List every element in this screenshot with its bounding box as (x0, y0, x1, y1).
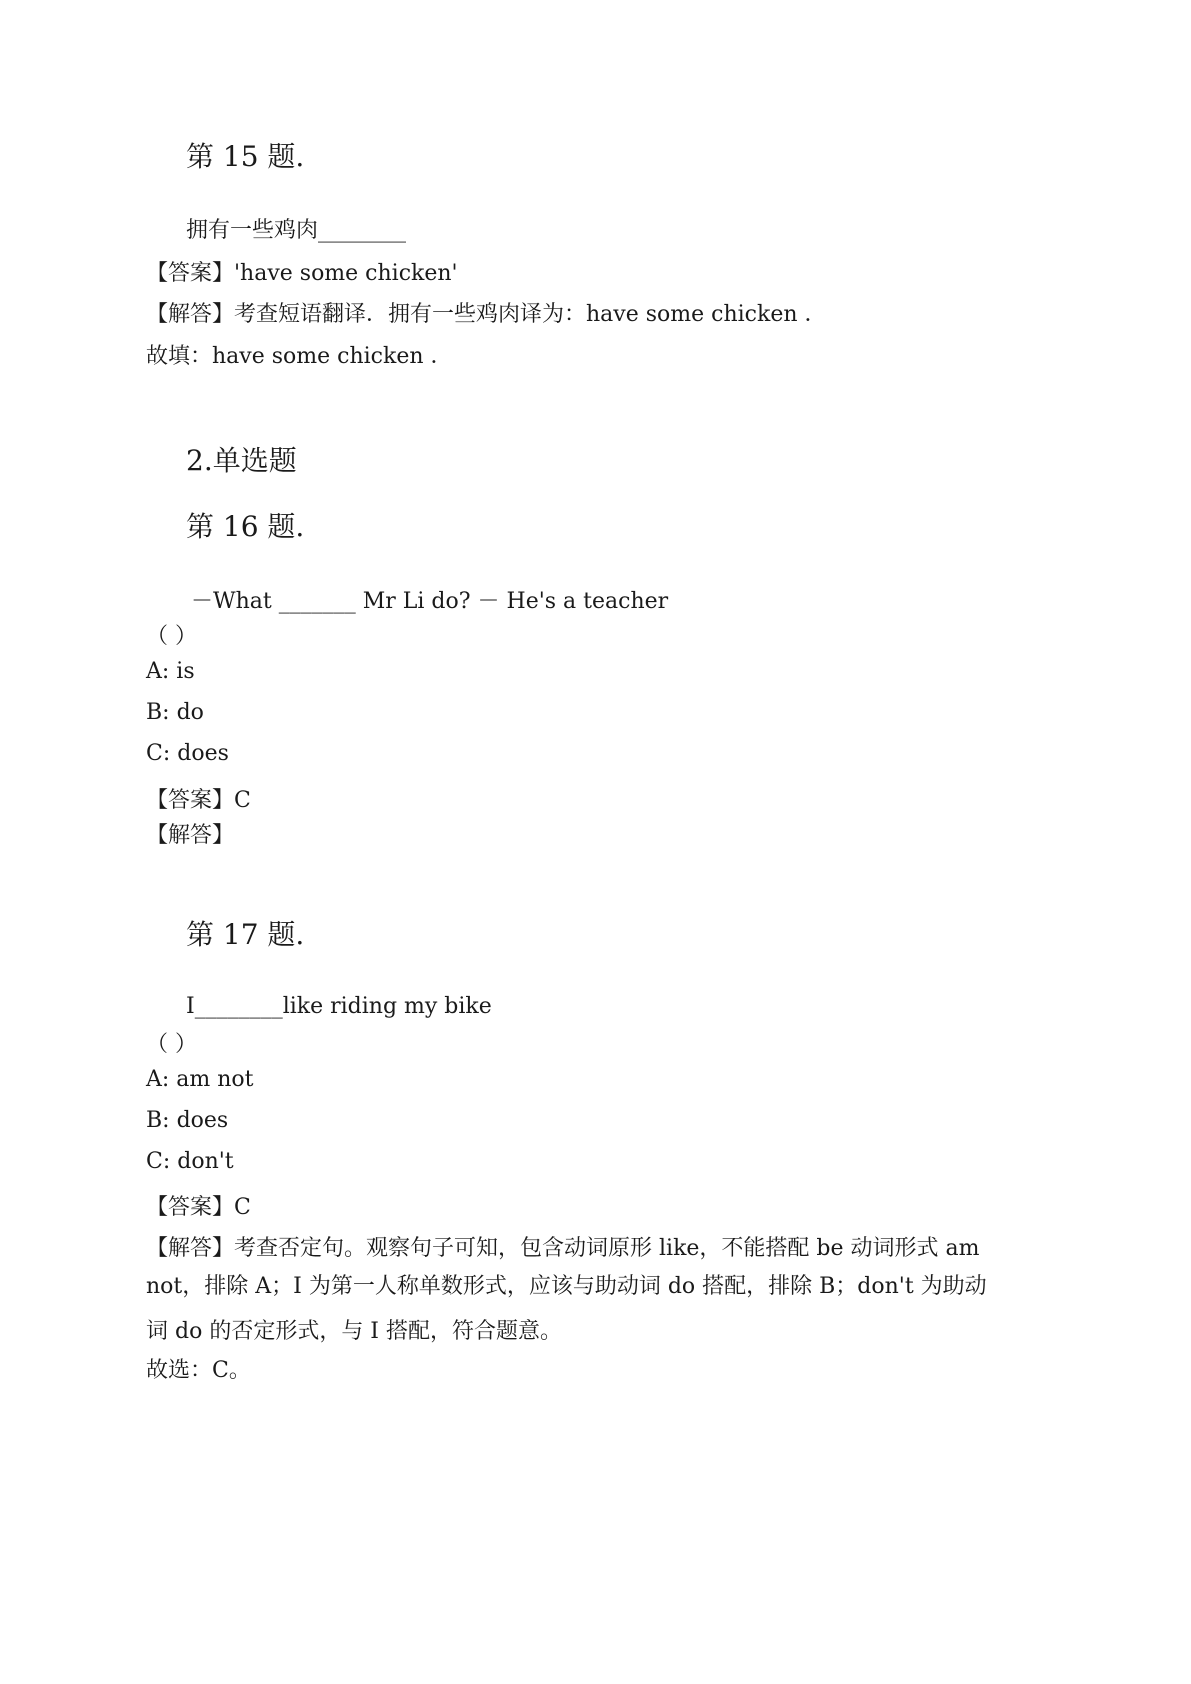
q16-prompt: －What _______ Mr Li do? － He's a teacher (191, 589, 669, 614)
q15-heading: 第 15 题. (186, 140, 305, 173)
q15-explanation: 【解答】考查短语翻译．拥有一些鸡肉译为：have some chicken ． (146, 302, 827, 327)
q16-option-a: A: is (146, 659, 195, 684)
q17-prompt: I________like riding my bike (186, 994, 492, 1019)
q17-paren: （ ） (146, 1032, 197, 1057)
q17-heading: 第 17 题. (186, 918, 305, 951)
q17-option-c: C: don't (146, 1149, 234, 1174)
q15-conclusion: 故填：have some chicken ． (146, 344, 453, 369)
q16-option-b: B: do (146, 700, 204, 725)
q17-option-b: B: does (146, 1108, 229, 1133)
q17-explanation-line-3: 词 do 的否定形式，与 I 搭配，符合题意。 (146, 1319, 562, 1344)
q16-explanation: 【解答】 (146, 823, 235, 848)
q15-prompt: 拥有一些鸡肉________ (186, 218, 407, 243)
section-title: 2.单选题 (186, 444, 297, 477)
q16-heading: 第 16 题. (186, 510, 305, 543)
q16-answer: 【答案】C (146, 788, 251, 813)
q17-explanation-line-2: not，排除 A；I 为第一人称单数形式，应该与助动词 do 搭配，排除 B；don't 为助动 (146, 1274, 987, 1299)
q17-conclusion: 故选：C。 (146, 1358, 251, 1383)
q17-answer: 【答案】C (146, 1195, 251, 1220)
q16-option-c: C: does (146, 741, 229, 766)
q16-paren: （ ） (146, 624, 197, 649)
q15-answer: 【答案】'have some chicken' (146, 261, 458, 286)
q17-option-a: A: am not (146, 1067, 254, 1092)
q17-explanation-line-1: 【解答】考查否定句。观察句子可知，包含动词原形 like，不能搭配 be 动词形式 am (146, 1236, 980, 1261)
